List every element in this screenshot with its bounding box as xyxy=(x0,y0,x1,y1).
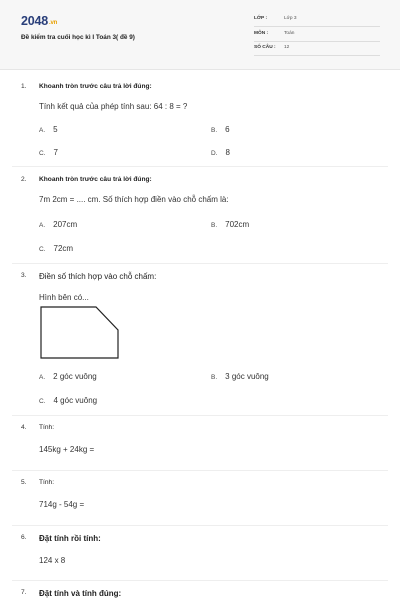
question-3-prompt: Điền số thích hợp vào chỗ chấm: xyxy=(39,272,157,281)
question-3-option-c[interactable]: C. 4 góc vuông xyxy=(39,396,98,405)
question-5-content: 714g - 54g = xyxy=(39,500,85,509)
question-2-number: 2. xyxy=(21,176,27,183)
exam-header xyxy=(0,0,400,70)
question-1-prompt: Khoanh tròn trước câu trả lời đúng: xyxy=(39,83,152,90)
question-2-option-b[interactable]: B. 702cm xyxy=(211,220,250,229)
question-5-prompt: Tính: xyxy=(39,479,55,486)
divider xyxy=(12,166,388,167)
divider xyxy=(12,525,388,526)
meta-count-label: SỐ CÂU : xyxy=(254,45,276,50)
divider xyxy=(12,415,388,416)
meta-subject-value: Toán xyxy=(284,31,295,36)
logo-suffix: .vn xyxy=(49,20,58,26)
question-3-option-a[interactable]: A. 2 góc vuông xyxy=(39,372,97,381)
question-1-option-a[interactable]: A. 5 xyxy=(39,125,58,134)
question-3-option-b[interactable]: B. 3 góc vuông xyxy=(211,372,269,381)
question-3-number: 3. xyxy=(21,272,27,279)
question-1-option-b[interactable]: B. 6 xyxy=(211,125,230,134)
question-2-option-c[interactable]: C. 72cm xyxy=(39,244,74,253)
question-2-content: 7m 2cm = .... cm. Số thích hợp điền vào chỗ chấm là: xyxy=(39,195,229,204)
meta-count-value: 12 xyxy=(284,45,290,50)
question-1-content: Tính kết quả của phép tính sau: 64 : 8 = ? xyxy=(39,102,188,111)
site-logo[interactable] xyxy=(21,14,57,28)
question-1-number: 1. xyxy=(21,83,27,90)
question-2-option-a[interactable]: A. 207cm xyxy=(39,220,78,229)
question-6-number: 6. xyxy=(21,534,27,541)
meta-class-row xyxy=(254,15,380,27)
question-1-option-c[interactable]: C. 7 xyxy=(39,148,58,157)
exam-title: Đề kiểm tra cuối học kì I Toán 3( đề 9) xyxy=(21,34,135,41)
divider xyxy=(12,580,388,581)
question-3-content: Hình bên có... xyxy=(39,293,89,302)
divider xyxy=(12,263,388,264)
question-4-number: 4. xyxy=(21,424,27,431)
question-4-content: 145kg + 24kg = xyxy=(39,445,95,454)
pentagon-figure xyxy=(40,306,120,360)
question-6-prompt: Đặt tính rồi tính: xyxy=(39,534,101,543)
meta-subject-label: MÔN : xyxy=(254,31,269,36)
question-6-content: 124 x 8 xyxy=(39,556,66,565)
question-7-number: 7. xyxy=(21,589,27,596)
meta-class-value: Lớp 3 xyxy=(284,16,297,21)
question-7-prompt: Đặt tính và tính đúng: xyxy=(39,589,122,598)
divider xyxy=(12,470,388,471)
question-1-option-d[interactable]: D. 8 xyxy=(211,148,230,157)
question-5-number: 5. xyxy=(21,479,27,486)
logo-text: 2048 xyxy=(21,14,49,28)
meta-class-label: LỚP : xyxy=(254,16,268,21)
meta-subject-row xyxy=(254,30,380,42)
meta-count-row xyxy=(254,44,380,56)
question-2-prompt: Khoanh tròn trước câu trả lời đúng: xyxy=(39,176,152,183)
question-4-prompt: Tính: xyxy=(39,424,55,431)
